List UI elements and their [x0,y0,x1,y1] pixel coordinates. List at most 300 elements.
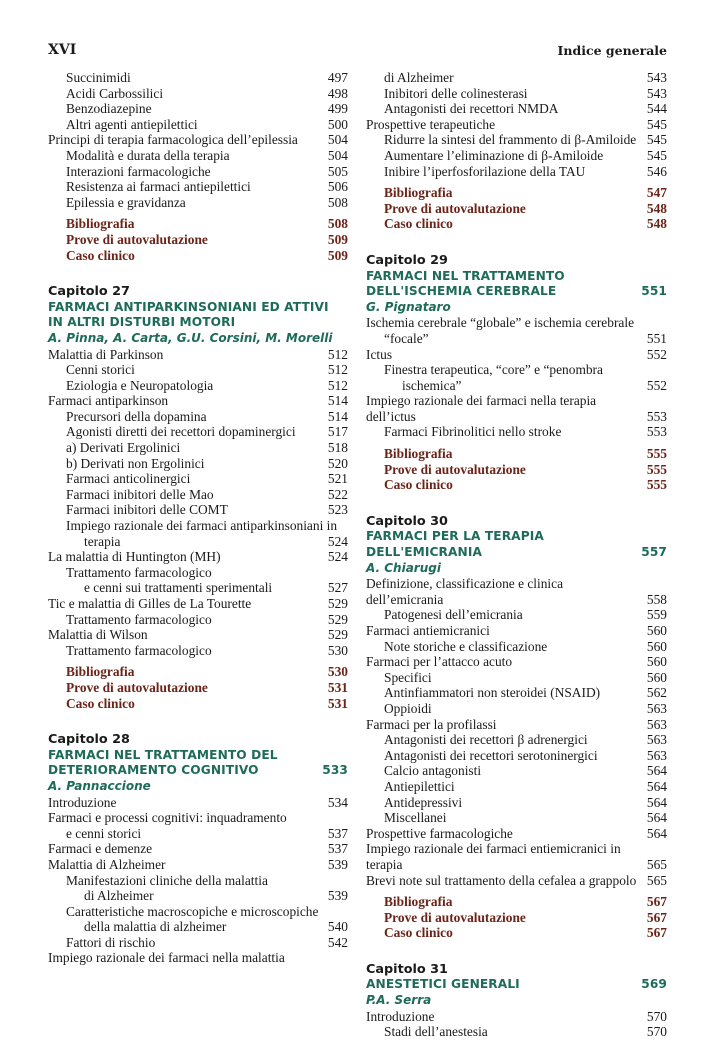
toc-entry [48,471,348,487]
toc-entry [366,795,667,811]
entry-text: DELL'ISCHEMIA CEREBRALE [366,284,557,299]
entry-text: Farmaci antiparkinson [48,393,169,409]
toc-entry [48,935,348,951]
page-ref: 563 [646,716,667,732]
toc-end-matter-entry [366,201,667,217]
entry-text: Introduzione [48,794,117,810]
page-ref: 534 [327,794,348,810]
page-ref: 529 [327,596,348,611]
toc-end-matter-entry [366,216,667,232]
entry-text: Farmaci per l’attacco acuto [366,654,513,670]
toc-entry [366,101,667,117]
entry-text: Resistenza ai farmaci antiepilettici [66,179,251,195]
page-ref: 524 [327,549,348,565]
page-ref: 523 [327,502,348,518]
entry-text: Acidi Carbossilici [66,85,164,101]
chapter-authors [366,561,667,577]
entry-text: Prospettive farmacologiche [366,825,513,841]
entry-text: Bibliografia [66,216,135,232]
page-ref: 547 [646,185,667,201]
entry-text: Bibliografia [384,446,453,462]
page-ref: 567 [646,925,667,941]
page-ref: 527 [327,580,348,596]
spacer [366,493,667,514]
toc-entry [366,841,667,872]
page-ref: 564 [646,778,667,794]
chapter-title [366,529,667,545]
page-ref: 509 [327,231,348,247]
entry-text: ischemica” [402,377,462,393]
chapter-label [366,253,667,269]
toc-entry [366,1024,667,1040]
toc-entry [48,841,348,857]
page-ref: 512 [327,362,348,378]
entry-text: Antagonisti dei recettori serotoninergici [384,747,598,763]
page-ref: 553 [646,408,667,424]
page-ref: 521 [327,471,348,487]
page-ref: 563 [646,700,667,716]
toc-end-matter-entry [48,248,348,264]
toc-entry [48,950,348,966]
page-ref: 498 [327,85,348,101]
toc-entry [48,549,348,565]
entry-text: Note storiche e classificazione [384,638,548,654]
entry-text: Agonisti diretti dei recettori dopaminergici [66,424,296,440]
toc-entry [366,393,667,424]
entry-text: Caso clinico [66,695,135,711]
entry-text: Farmaci Fibrinolitici nello stroke [384,424,562,440]
toc-entry [48,117,348,133]
entry-text: Inibire l’iperfosforilazione della TAU [384,163,586,179]
toc-entry [48,580,348,596]
entry-text: Prove di autovalutazione [66,679,208,695]
toc-entry [366,639,667,655]
toc-entry [366,362,667,378]
toc-entry [48,795,348,811]
entry-text: Farmaci antiemicranici [366,623,490,638]
entry-text: Capitolo 27 [48,284,130,300]
entry-text: Specifici [384,669,432,685]
page-ref: 529 [327,627,348,643]
entry-text: Caratteristiche macroscopiche e microscopiche [66,903,319,919]
toc-entry [366,347,667,363]
toc-entry [366,717,667,733]
entry-text: Farmaci e demenze [48,841,153,857]
toc-end-matter-entry [366,185,667,201]
chapter-authors [366,300,667,316]
entry-text: IN ALTRI DISTURBI MOTORI [48,315,236,330]
page-ref: 540 [327,919,348,935]
toc-entry [366,826,667,842]
toc-entry [366,732,667,748]
page-ref: 497 [327,70,348,85]
page-ref: 543 [646,70,667,85]
page-ref: 560 [646,623,667,638]
page-ref: 518 [327,440,348,456]
toc-entry [366,424,667,440]
page-ref: 545 [646,132,667,148]
chapter-title [366,977,667,993]
page-ref: 499 [327,101,348,117]
page-ref: 570 [646,1024,667,1040]
page-ref: 560 [646,669,667,685]
toc-entry [366,117,667,133]
toc-end-matter-entry [48,680,348,696]
entry-text: Cenni storici [66,362,135,378]
entry-text: Caso clinico [384,216,453,232]
toc-entry [366,148,667,164]
toc-end-matter-entry [48,664,348,680]
page-ref: 544 [646,101,667,117]
toc-entry [48,101,348,117]
entry-text: Capitolo 28 [48,732,130,748]
entry-text: FARMACI NEL TRATTAMENTO DEL [48,747,278,762]
entry-text: FARMACI PER LA TERAPIA [366,529,544,544]
toc-entry [366,1009,667,1025]
toc-entry [366,670,667,686]
entry-text: Benzodiazepine [66,101,152,117]
entry-text: Brevi note sul trattamento della cefalea a grappolo [366,872,637,888]
page-ref: 537 [327,841,348,857]
toc-entry [48,502,348,518]
entry-text: Ictus [366,346,393,362]
page-ref: 530 [327,642,348,658]
entry-text: b) Derivati non Ergolinici [66,455,205,471]
page-ref: 564 [646,794,667,810]
toc-entry [48,487,348,503]
page-ref: 508 [327,194,348,210]
toc-entry [48,132,348,148]
page-ref: 522 [327,486,348,502]
chapter-title [366,284,667,300]
entry-text: Bibliografia [66,664,135,680]
entry-text: FARMACI NEL TRATTAMENTO [366,268,565,283]
page-ref: 567 [646,894,667,910]
page-ref: 505 [327,163,348,179]
page-ref: 509 [327,247,348,263]
chapter-title [366,269,667,285]
entry-text: Altri agenti antiepilettici [66,116,198,132]
page-ref: 531 [327,679,348,695]
toc-entry [48,612,348,628]
toc-entry [48,810,348,826]
page-ref: 555 [646,477,667,493]
toc-end-matter-entry [366,446,667,462]
page-ref: 537 [327,825,348,841]
entry-text: La malattia di Huntington (MH) [48,549,221,565]
toc-entry [366,331,667,347]
page-ref: 563 [646,732,667,748]
entry-text: Prove di autovalutazione [384,200,526,216]
entry-text: di Alzheimer [84,888,154,904]
page-ref: 552 [646,346,667,362]
entry-text: Farmaci per la profilassi [366,716,497,732]
running-head-title: Indice generale [557,43,667,58]
toc-entry [48,627,348,643]
page-number: XVI [48,42,77,58]
entry-text: Ischemia cerebrale “globale” e ischemia cerebrale [366,315,635,331]
entry-text: G. Pignataro [366,299,451,314]
entry-text: Epilessia e gravidanza [66,194,186,210]
entry-text: Trattamento farmacologico [66,564,212,580]
page-ref: 558 [646,591,667,607]
page-ref: 570 [646,1008,667,1024]
entry-text: Prove di autovalutazione [384,909,526,925]
toc-entry [48,362,348,378]
entry-text: Farmaci inibitori delle Mao [66,486,214,502]
entry-text: Trattamento farmacologico [66,642,212,658]
entry-text: Tic e malattia di Gilles de La Tourette [48,596,252,611]
entry-text: Capitolo 29 [366,252,448,268]
toc-entry [366,70,667,86]
entry-text: ANESTETICI GENERALI [366,977,520,992]
entry-text: della malattia di alzheimer [84,919,227,935]
toc-entry [48,148,348,164]
chapter-label [48,284,348,300]
chapter-authors [48,779,348,795]
toc-entry [48,518,348,534]
chapter-title [48,315,348,331]
entry-text: A. Chiarugi [366,560,441,575]
page-ref: 560 [646,638,667,654]
page-ref: 542 [327,934,348,950]
page-ref: 565 [646,872,667,888]
entry-text: Patogenesi dell’emicrania [384,607,523,623]
toc-entry [48,86,348,102]
entry-text: Miscellanei [384,810,447,826]
page-ref: 524 [327,533,348,549]
toc-entry [366,701,667,717]
page-ref: 567 [646,909,667,925]
page-ref: 559 [646,607,667,623]
page-ref: 529 [327,611,348,627]
entry-text: Antiepilettici [384,778,455,794]
entry-text: Definizione, classificazione e clinica dell’emicrania [366,576,564,607]
page-ref: 562 [646,685,667,701]
page-ref: 531 [327,695,348,711]
page-ref: 512 [327,346,348,362]
entry-text: Capitolo 31 [366,961,448,977]
toc-end-matter-entry [48,232,348,248]
entry-text: DETERIORAMENTO COGNITIVO [48,763,259,778]
toc-entry [366,576,667,607]
page-ref: 533 [322,763,348,778]
entry-text: Oppioidi [384,700,432,716]
page-ref: 552 [646,377,667,393]
entry-text: “focale” [384,330,429,346]
entry-text: e cenni storici [66,825,142,841]
toc-entry [48,534,348,550]
page-ref: 548 [646,216,667,232]
chapter-authors [48,331,348,347]
toc-entry [366,779,667,795]
toc-entry [48,456,348,472]
entry-text: Farmaci anticolinergici [66,471,191,487]
toc-entry [366,810,667,826]
entry-text: Precursori della dopamina [66,408,207,424]
entry-text: Bibliografia [384,185,453,201]
toc-entry [366,873,667,889]
page-ref: 555 [646,446,667,462]
page-ref: 557 [641,545,667,560]
entry-text: Malattia di Alzheimer [48,856,166,872]
toc-entry [48,378,348,394]
entry-text: Aumentare l’eliminazione di β-Amiloide [384,147,604,163]
page-ref: 520 [327,455,348,471]
entry-text: Antinfiammatori non steroidei (NSAID) [384,685,601,701]
page-ref: 530 [327,664,348,680]
toc-end-matter-entry [366,925,667,941]
page-ref: 564 [646,810,667,826]
toc-end-matter-entry [48,696,348,712]
page-ref: 508 [327,216,348,232]
page-ref: 565 [646,856,667,872]
chapter-title [48,748,348,764]
toc-entry [48,70,348,86]
page-ref: 548 [646,200,667,216]
toc-entry [48,424,348,440]
entry-text: a) Derivati Ergolinici [66,440,181,456]
entry-text: FARMACI ANTIPARKINSONIANI ED ATTIVI [48,299,329,314]
page-ref: 551 [646,330,667,346]
spacer [48,711,348,732]
entry-text: Antagonisti dei recettori β adrenergici [384,732,588,748]
toc-entry [48,179,348,195]
toc-entry [48,347,348,363]
entry-text: Inibitori delle colinesterasi [384,85,528,101]
entry-text: Calcio antagonisti [384,763,482,779]
toc-entry [48,409,348,425]
page-ref: 517 [327,424,348,440]
entry-text: Stadi dell’anestesia [384,1024,488,1040]
page-ref: 504 [327,132,348,148]
page-ref: 543 [646,85,667,101]
page-ref: 545 [646,147,667,163]
toc-entry [48,643,348,659]
page-ref: 569 [641,977,667,992]
page-ref: 514 [327,393,348,409]
page-ref: 555 [646,461,667,477]
entry-text: P.A. Serra [366,993,432,1008]
toc-end-matter-entry [366,910,667,926]
entry-text: Capitolo 30 [366,513,448,529]
entry-text: Antagonisti dei recettori NMDA [384,101,559,117]
toc-entry [48,565,348,581]
toc-entry [48,888,348,904]
entry-text: Caso clinico [384,477,453,493]
entry-text: Caso clinico [66,247,135,263]
spacer [366,941,667,962]
entry-text: Impiego razionale dei farmaci entiemicranici in terapia [366,841,621,872]
page-ref: 539 [327,888,348,904]
entry-text: Caso clinico [384,925,453,941]
toc-entry [48,195,348,211]
entry-text: Antidepressivi [384,794,463,810]
running-header [48,42,667,60]
entry-text: Introduzione [366,1008,435,1024]
toc-entry [48,857,348,873]
chapter-title [48,300,348,316]
entry-text: Malattia di Parkinson [48,346,164,362]
entry-text: Impiego razionale dei farmaci nella malattia [48,950,285,966]
chapter-title [366,545,667,561]
page-ref: 564 [646,825,667,841]
chapter-label [366,514,667,530]
entry-text: terapia [84,533,121,549]
page-ref: 539 [327,856,348,872]
page-ref: 563 [646,747,667,763]
toc-entry [48,393,348,409]
chapter-authors [366,993,667,1009]
entry-text: Modalità e durata della terapia [66,147,230,163]
entry-text: Prove di autovalutazione [384,461,526,477]
page-ref: 546 [646,163,667,179]
entry-text: Farmaci inibitori delle COMT [66,502,228,518]
page-ref: 553 [646,424,667,440]
toc-entry [366,685,667,701]
page-ref: 545 [646,116,667,132]
entry-text: A. Pinna, A. Carta, G.U. Corsini, M. Morelli [48,330,333,345]
entry-text: Impiego razionale dei farmaci antiparkinsoniani in [66,518,338,534]
page-ref: 514 [327,408,348,424]
toc-entry [48,904,348,920]
page-ref: 564 [646,763,667,779]
toc-entry [366,164,667,180]
toc-end-matter-entry [48,216,348,232]
page-ref: 551 [641,284,667,299]
entry-text: Principi di terapia farmacologica dell’epilessia [48,132,298,148]
chapter-label [366,962,667,978]
toc-entry [48,826,348,842]
page-ref: 506 [327,179,348,195]
entry-text: e cenni sui trattamenti sperimentali [84,580,273,596]
toc-end-matter-entry [366,894,667,910]
entry-text: Impiego razionale dei farmaci nella terapia dell’ictus [366,393,597,424]
entry-text: Finestra terapeutica, “core” e “penombra [384,362,603,378]
toc-end-matter-entry [366,462,667,478]
toc-entry [366,315,667,331]
toc-entry [48,873,348,889]
page-ref: 560 [646,654,667,670]
entry-text: Bibliografia [384,894,453,910]
toc-entry [366,654,667,670]
toc-entry [366,623,667,639]
toc-entry [48,164,348,180]
spacer [366,232,667,253]
entry-text: Malattia di Wilson [48,627,148,643]
entry-text: Trattamento farmacologico [66,611,212,627]
entry-text: Manifestazioni cliniche della malattia [66,872,268,888]
entry-text: Farmaci e processi cognitivi: inquadramento [48,810,287,826]
entry-text: di Alzheimer [384,70,454,85]
chapter-label [48,732,348,748]
entry-text: A. Pannaccione [48,778,151,793]
entry-text: Succinimidi [66,70,131,85]
toc-entry [366,378,667,394]
entry-text: DELL'EMICRANIA [366,545,483,560]
page-ref: 500 [327,116,348,132]
toc-entry [48,596,348,612]
toc-entry [366,763,667,779]
toc-entry [48,440,348,456]
toc-entry [366,607,667,623]
toc-entry [366,748,667,764]
entry-text: Interazioni farmacologiche [66,163,211,179]
toc-column-left [48,70,348,966]
spacer [48,263,348,284]
entry-text: Prove di autovalutazione [66,231,208,247]
toc-end-matter-entry [366,477,667,493]
